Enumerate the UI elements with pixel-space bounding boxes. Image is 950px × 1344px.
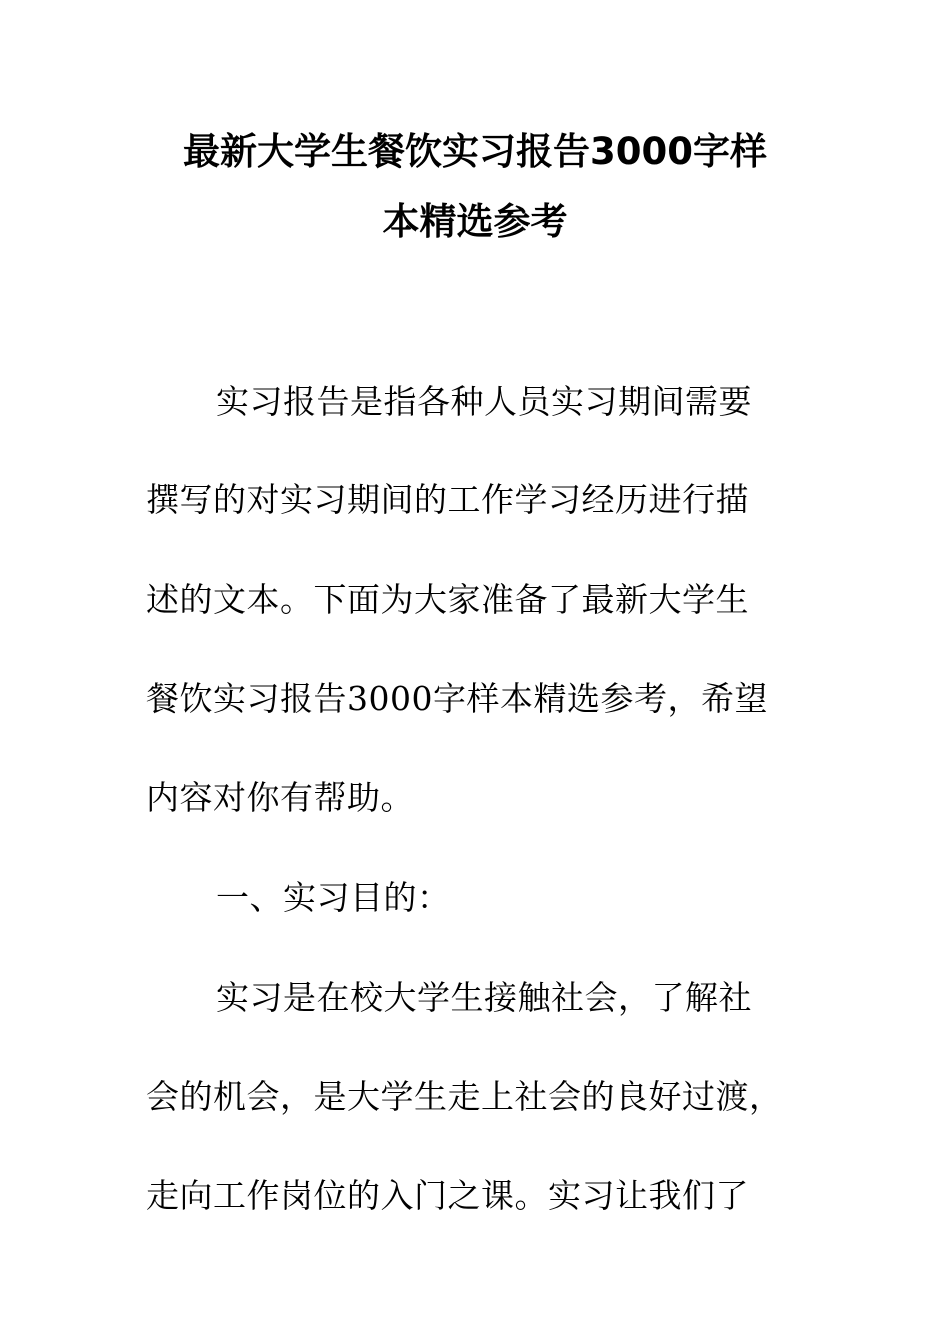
paragraph-line: 餐饮实习报告3000字样本精选参考，希望 [146, 679, 768, 718]
document-title-line-1: 最新大学生餐饮实习报告3000字样 [183, 130, 767, 173]
paragraph-line: 会的机会，是大学生走上社会的良好过渡， [146, 1077, 783, 1116]
document-title-line-2: 本精选参考 [382, 200, 568, 243]
paragraph-line: 实习报告是指各种人员实习期间需要 [216, 382, 752, 421]
paragraph-line: 实习是在校大学生接触社会，了解社 [216, 978, 752, 1017]
paragraph-line: 述的文本。下面为大家准备了最新大学生 [146, 580, 749, 619]
paragraph-line: 撰写的对实习期间的工作学习经历进行描 [146, 480, 749, 519]
section-heading: 一、实习目的： [216, 878, 451, 917]
paragraph-line: 内容对你有帮助。 [146, 778, 414, 817]
paragraph-line: 走向工作岗位的入门之课。实习让我们了 [146, 1176, 749, 1215]
